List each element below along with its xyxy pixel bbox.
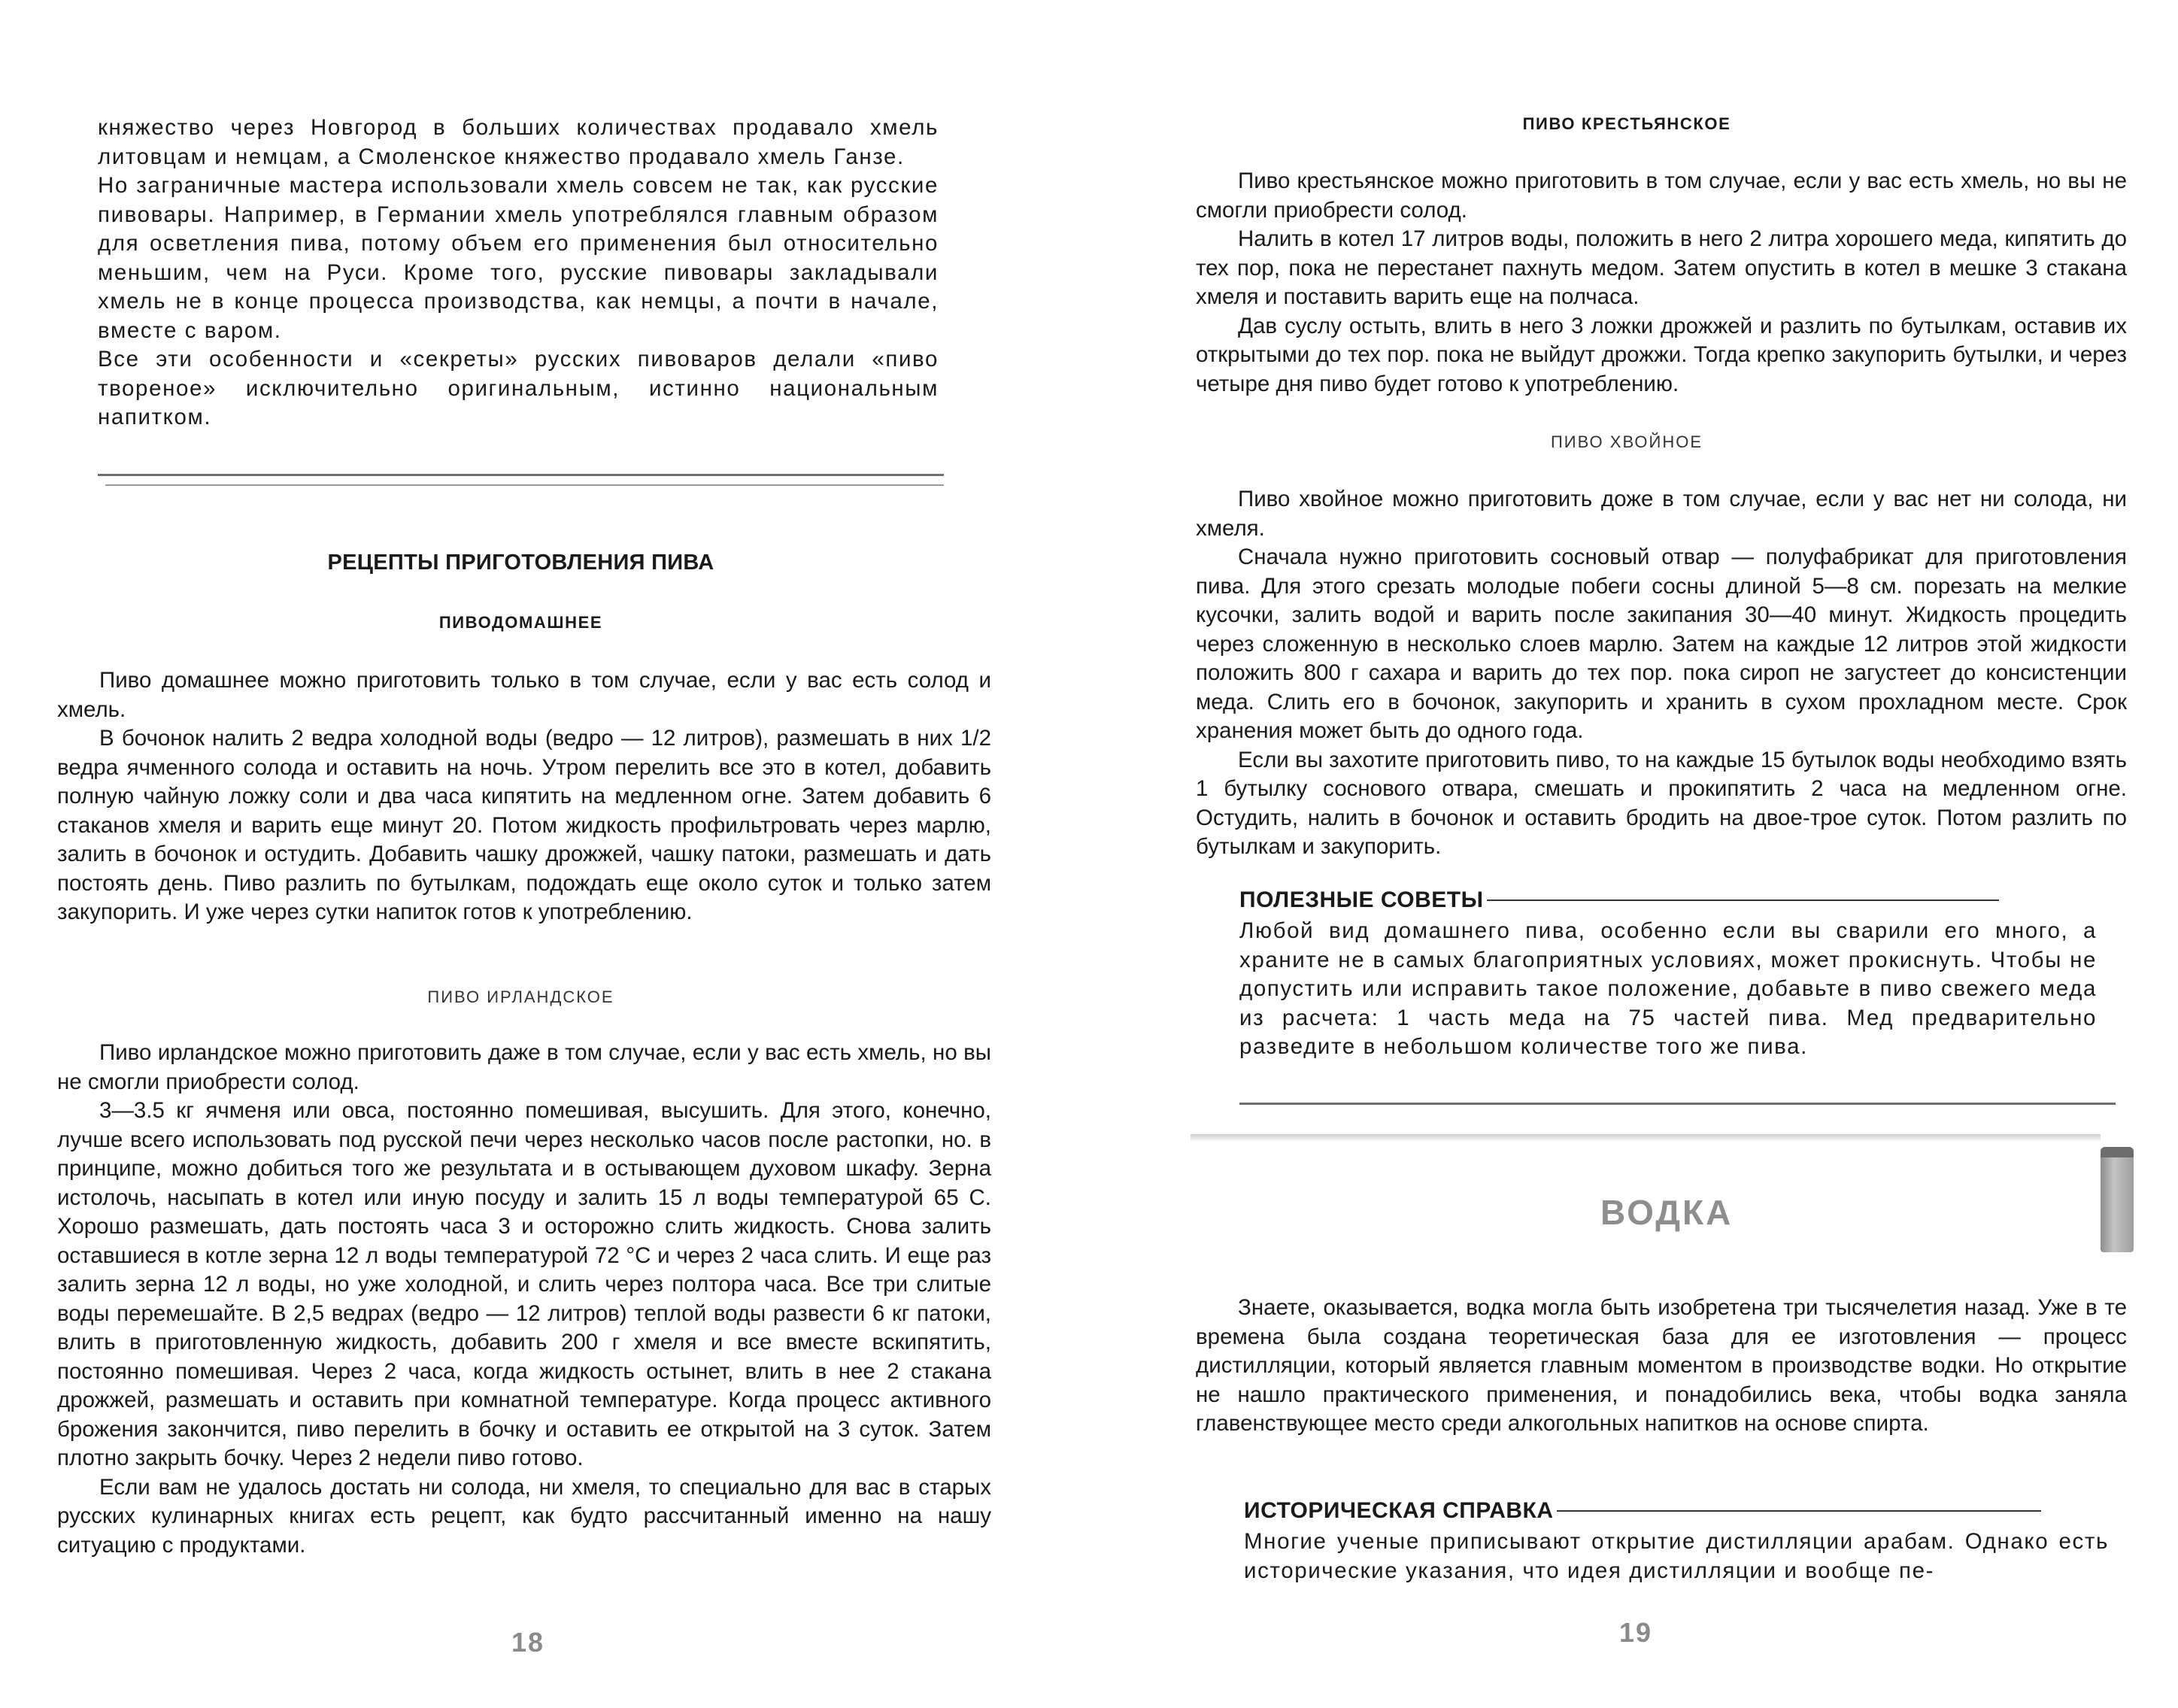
pine-beer-paragraph-2: Сначала нужно приготовить сосновый отвар — полуфабрикат для приготовления пива. Для этого срезать молодые побеги сосны длиной 5—8 см. порезать на мелкие кусочки, залить водой и варить после закипания 30—40 минут. Жидкость процедить через сложенную в несколько слоев марлю. Затем на каждые 12 литров этой жидкости положить 800 г сахара и варить до тех пор. пока сироп не загустеет до консистенции меда. Слить его в бочонок, закупорить и хранить в сухом прохладном месте. Срок хранения может быть до одного года. bbox=[1196, 545, 2127, 743]
page-number-left: 18 bbox=[511, 1627, 545, 1658]
pine-beer-text bbox=[1196, 485, 2127, 862]
pine-beer-title: ПИВО ХВОЙНОЕ bbox=[1550, 432, 1703, 451]
history-box bbox=[1244, 1527, 2109, 1585]
chapter-title: ВОДКА bbox=[1600, 1193, 1734, 1232]
vodka-text bbox=[1196, 1294, 2127, 1439]
section-title: РЕЦЕПТЫ ПРИГОТОВЛЕНИЯ ПИВА bbox=[327, 551, 714, 575]
home-beer-paragraph-1: Пиво домашнее можно приготовить только в том случае, если у вас есть солод и хмель. bbox=[57, 668, 991, 722]
peasant-beer-paragraph-2: Налить в котел 17 литров воды, положить в него 2 литра хорошего меда, кипятить до тех пор, пока не перестанет пахнуть медом. Затем опустить в котел в мешке 3 стакана хмеля и поставить варить еще на полчаса. bbox=[1196, 226, 2127, 309]
home-beer-title: ПИВОДОМАШНЕЕ bbox=[438, 613, 603, 632]
history-heading-label: ИСТОРИЧЕСКАЯ СПРАВКА bbox=[1244, 1498, 1554, 1523]
tips-heading bbox=[1239, 887, 1999, 913]
history-text: Многие ученые приписывают открытие дистилляции арабам. Однако есть исторические указания, что идея дистилляции и вообще пе- bbox=[1244, 1529, 2109, 1583]
peasant-beer-paragraph-1: Пиво крестьянское можно приготовить в том случае, если у вас есть хмель, но вы не смогли приобрести солод. bbox=[1196, 168, 2127, 223]
tips-heading-line bbox=[1487, 900, 1999, 901]
peasant-beer-text bbox=[1196, 167, 2127, 399]
intro-text bbox=[98, 114, 939, 432]
right-page bbox=[1089, 0, 2178, 1708]
tips-box bbox=[1239, 917, 2097, 1062]
intro-paragraph-2: Но заграничные мастера использовали хмель совсем не так, как русские пивовары. Например, в Германии хмель употреблялся главным образом для осветления пива, потому объем его применения был относительно меньшим, чем на Руси. Кроме того, русские пивовары закладывали хмель не в конце процесса производства, как немцы, а почти в начале, вместе с варом. bbox=[98, 173, 939, 343]
tips-heading-label: ПОЛЕЗНЫЕ СОВЕТЫ bbox=[1239, 887, 1484, 912]
irish-beer-paragraph-1: Пиво ирландское можно приготовить даже в том случае, если у вас есть хмель, но вы не смогли приобрести солод. bbox=[57, 1040, 991, 1094]
intro-divider-shadow bbox=[105, 484, 944, 486]
intro-paragraph-1: княжество через Новгород в больших количествах продавало хмель литовцам и немцам, а Смоленское княжество продавало хмель Ганзе. bbox=[98, 115, 939, 169]
pine-beer-paragraph-3: Если вы захотите приготовить пиво, то на каждые 15 бутылок воды необходимо взять 1 бутылку соснового отвара, смешать и прокипятить 2 часа на медленном огне. Остудить, налить в бочонок и оставить бродить на двое-трое суток. Потом разлить по бутылкам и закупорить. bbox=[1196, 747, 2127, 859]
peasant-beer-title: ПИВО КРЕСТЬЯНСКОЕ bbox=[1522, 114, 1731, 133]
irish-beer-paragraph-2: 3—3.5 кг ячменя или овса, постоянно помешивая, высушить. Для этого, конечно, лучше всего использовать под русской печи через несколько часов после растопки, но. в принципе, можно добиться того же результата и в остывающем духовом шкафу. Зерна истолочь, насыпать в котел или иную посуду и залить 15 л воды температурой 65 С. Хорошо размешать, дать постоять часа 3 и осторожно слить жидкость. Снова залить оставшиеся в котле зерна 12 л воды температурой 72 °С и через 2 часа слить. И еще раз залить зерна 12 л воды, но уже холодной, и слить через полтора часа. Все три слитые воды перемешайте. В 2,5 ведрах (ведро — 12 литров) теплой воды развести 6 кг патоки, влить в приготовленную жидкость, добавить 200 г хмеля и все вместе вскипятить, постоянно помешивая. Через 2 часа, когда жидкость остынет, влить в нее 2 стакана дрожжей, размешать и оставить при комнатной температуре. Когда процесс активного брожения закончится, пиво перелить в бочку и оставить ее открытой на 3 суток. Затем плотно закрыть бочку. Через 2 недели пиво готово. bbox=[57, 1098, 991, 1470]
peasant-beer-paragraph-3: Дав суслу остыть, влить в него 3 ложки дрожжей и разлить по бутылкам, оставив их открытыми до тех пор. пока не выйдут дрожжи. Тогда крепко закупорить бутылки, и через четыре дня пиво будет готово к употреблению. bbox=[1196, 313, 2127, 396]
tips-text: Любой вид домашнего пива, особенно если вы сварили его много, а храните не в самых благоприятных условиях, может прокиснуть. Чтобы не допустить или исправить такое положение, добавьте в пиво свежего меда из расчета: 1 часть меда на 75 частей пива. Мед предварительно разведите в небольшом количестве того же пива. bbox=[1239, 918, 2097, 1059]
history-heading bbox=[1244, 1498, 2041, 1524]
history-heading-line bbox=[1557, 1510, 2042, 1512]
intro-paragraph-3: Все эти особенности и «секреты» русских пивоваров делали «пиво твореное» исключительно оригинальным, истинно национальным напитком. bbox=[98, 347, 939, 429]
intro-divider bbox=[98, 474, 944, 476]
irish-beer-text bbox=[57, 1039, 991, 1560]
home-beer-text bbox=[57, 666, 991, 927]
irish-beer-paragraph-3: Если вам не удалось достать ни солода, ни хмеля, то специально для вас в старых русских кулинарных книгах есть рецепт, как будто рассчитанный именно на нашу ситуацию с продуктами. bbox=[57, 1474, 991, 1558]
page-number-right: 19 bbox=[1619, 1617, 1653, 1648]
chapter-band bbox=[1191, 1134, 2101, 1142]
pine-beer-paragraph-1: Пиво хвойное можно приготовить доже в том случае, если у вас нет ни солода, ни хмеля. bbox=[1196, 487, 2127, 541]
irish-beer-title: ПИВО ИРЛАНДСКОЕ bbox=[427, 987, 614, 1006]
chapter-tab-marker bbox=[2101, 1147, 2134, 1252]
vodka-paragraph: Знаете, оказывается, водка могла быть изобретена три тысячелетия назад. Уже в те времена была создана теоретическая база для ее изготовления — процесс дистилляции, который является главным моментом в производстве водки. Но открытие не нашло практического применения, и понадобились века, чтобы водка заняла главенствующее место среди алкогольных напитков на основе спирта. bbox=[1196, 1295, 2127, 1436]
home-beer-paragraph-2: В бочонок налить 2 ведра холодной воды (ведро — 12 литров), размешать в них 1/2 ведра ячменного солода и оставить на ночь. Утром перелить все это в котел, добавить полную чайную ложку соли и два часа кипятить на медленном огне. Затем добавить 6 стаканов хмеля и варить еще минут 20. Потом жидкость профильтровать через марлю, залить в бочонок и остудить. Добавить чашку дрожжей, чашку патоки, размешать и дать постоять день. Пиво разлить по бутылкам, подождать еще около суток и только затем закупорить. И уже через сутки напиток готов к употреблению. bbox=[57, 726, 991, 924]
tips-divider bbox=[1239, 1103, 2116, 1105]
